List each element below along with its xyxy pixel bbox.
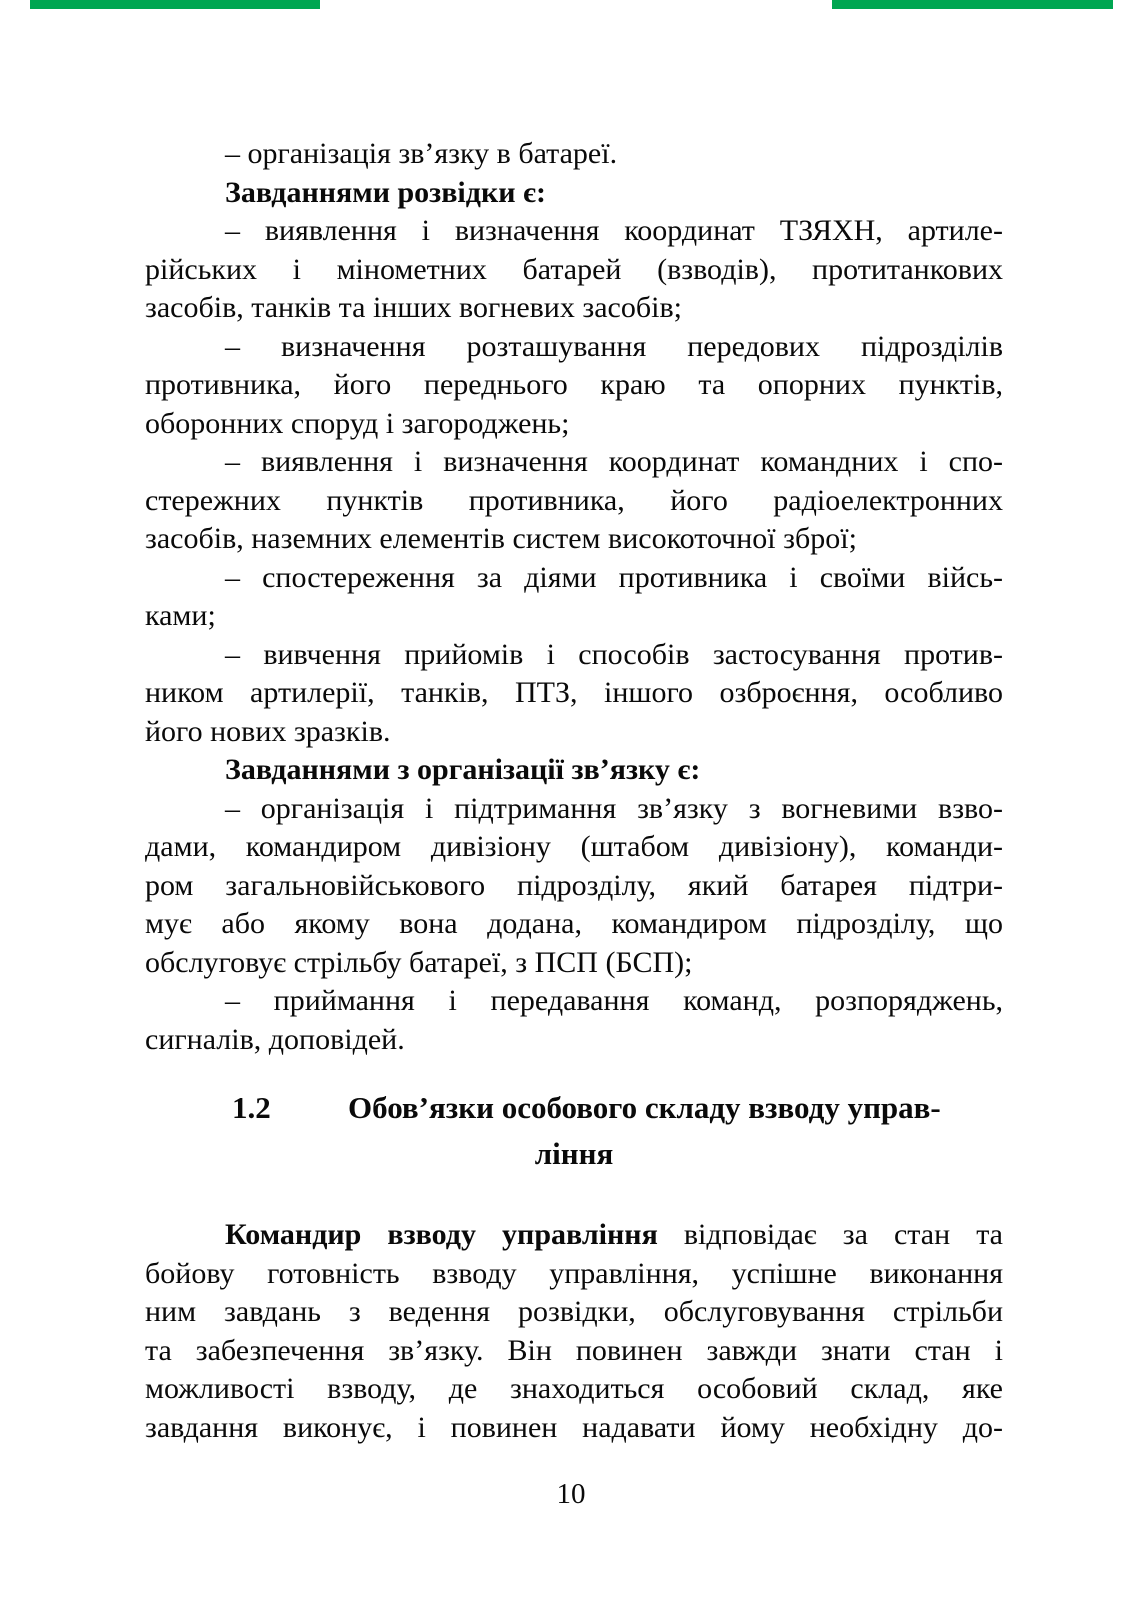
text-line: та забезпечення зв’язку. Він повинен завжди знати стан і	[145, 1333, 1003, 1367]
scan-artifact-strip-right	[832, 0, 1113, 9]
text-line: стережних пунктів противника, його радіоелектронних	[145, 483, 1003, 517]
text-line: мує або якому вона додана, командиром підрозділу, що	[145, 907, 1003, 940]
text-line: його нових зразків.	[145, 714, 391, 748]
text-run: відповідає за стан та	[657, 1218, 1003, 1251]
section-heading-line1	[145, 1085, 1003, 1131]
text-line: – визначення розташування передових підрозділів	[225, 329, 1003, 363]
section-number: 1.2	[232, 1090, 271, 1125]
text-line: рійських і мінометних батарей (взводів), протитанкових	[145, 252, 1003, 286]
scan-artifact-strip-left	[30, 0, 320, 9]
text-line: можливості взводу, де знаходиться особовий склад, яке	[145, 1372, 1003, 1405]
text-line: Завданнями з організації зв’язку є:	[225, 753, 701, 786]
text-line: – приймання і передавання команд, розпоряджень,	[225, 984, 1003, 1017]
body-text	[145, 135, 1003, 1059]
text-line: противника, його переднього краю та опорних пунктів,	[145, 368, 1003, 401]
text-line: засобів, танків та інших вогневих засобів;	[145, 291, 682, 324]
text-line: оборонних споруд і загороджень;	[145, 406, 570, 440]
page-number: 10	[556, 1478, 586, 1510]
section-heading	[145, 1085, 1003, 1177]
text-line: дами, командиром дивізіону (штабом дивізіону), команди-	[145, 830, 1003, 863]
text-line: – організація і підтримання зв’язку з вогневими взво-	[225, 791, 1003, 825]
section-title: Обов’язки особового складу взводу управ-	[348, 1090, 941, 1125]
text-line: ним завдань з ведення розвідки, обслуговування стрільби	[145, 1295, 1003, 1328]
text-line: – виявлення і визначення координат ТЗЯХН, артиле-	[225, 214, 1003, 247]
text-line: ром загальновійськового підрозділу, який батарея підтри-	[145, 868, 1003, 902]
paragraph-text	[145, 1216, 1003, 1447]
text-line: завдання виконує, і повинен надавати йому необхідну до-	[145, 1410, 1003, 1444]
text-line: – організація зв’язку в батареї.	[225, 137, 618, 170]
text-line: – вивчення прийомів і способів застосування против-	[225, 637, 1003, 671]
text-line: Завданнями розвідки є:	[225, 175, 546, 209]
bold-text-run: Командир взводу управління	[225, 1218, 658, 1251]
text-line: – виявлення і визначення координат командних і спо-	[225, 445, 1003, 478]
text-line: бойову готовність взводу управління, успішне виконання	[145, 1256, 1003, 1290]
text-line	[145, 1216, 1003, 1255]
text-line: засобів, наземних елементів систем високоточної зброї;	[145, 522, 857, 555]
text-line: ником артилерії, танків, ПТЗ, іншого озброєння, особливо	[145, 676, 1003, 709]
text-block	[145, 135, 1003, 1447]
text-line: – спостереження за діями противника і своїми війсь-	[225, 560, 1003, 594]
section-title-continuation: ління	[534, 1136, 614, 1171]
text-line: сигналів, доповідей.	[145, 1022, 405, 1056]
text-line: ками;	[145, 599, 216, 632]
text-line: обслуговує стрільбу батареї, з ПСП (БСП);	[145, 945, 693, 979]
